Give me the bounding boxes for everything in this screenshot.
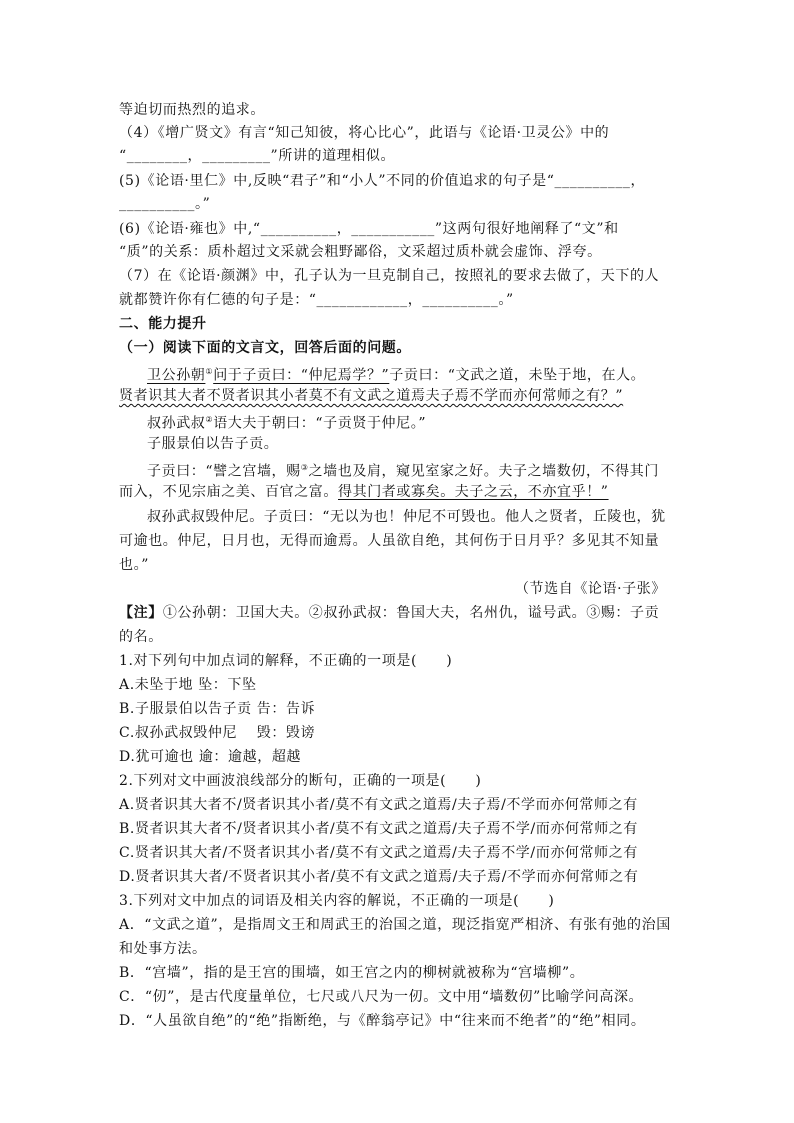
footnote-marker: ②	[205, 415, 214, 424]
text-line: 等迫切而热烈的追求。	[119, 102, 265, 118]
passage-paragraph-5-cont: 可逾也。仲尼，日月也，无得而逾焉。人虽欲自绝，其何伤于日月乎？多见其不知量	[119, 533, 660, 549]
question-2-stem: 2.下列对文中画波浪线部分的断句，正确的一项是( )	[119, 773, 482, 789]
passage-text: 子贡曰：“文武之道，未坠于地，在人。	[389, 367, 646, 384]
wavy-underlined-text: 贤者识其大者不贤者识其小者莫不有文武之道焉夫子焉不学而亦何常师之有？”	[119, 388, 624, 404]
question-1-option-c: C.叔孙武叔毁仲尼 毁：毁谤	[119, 725, 316, 741]
passage-paragraph-3: 子服景伯以告子贡。	[147, 436, 279, 452]
source-citation: （节选自《论语·子张》	[514, 581, 666, 597]
passage-paragraph-2	[147, 409, 707, 435]
passage-paragraph-5-end: 也。”	[119, 557, 149, 573]
question-3-option-b: B．“宫墙”，指的是王宫的围墙，如王宫之内的柳树就被称为“宫墙柳”。	[119, 965, 585, 981]
question-3-option-d: D．“人虽欲自绝”的“绝”指断绝，与《醉翁亭记》中“往来而不绝者”的“绝”相同。	[119, 1013, 646, 1029]
question-7-line-2: 就都赞许你有仁德的句子是：“____________，__________。”	[119, 292, 514, 308]
underlined-text: 得其门者或寡矣。夫子之云，不亦宜乎！”	[338, 484, 609, 500]
question-6-line-2: “质”的关系：质朴超过文采就会粗野鄙俗，文采超过质朴就会虚饰、浮夸。	[119, 244, 602, 260]
question-1-option-a: A.未坠于地 坠：下坠	[119, 677, 257, 693]
question-1-stem: 1.对下列句中加点词的解释，不正确的一项是( )	[119, 653, 453, 669]
question-4-blank-line: “________，_________”所讲的道理相似。	[119, 148, 396, 164]
footnote-marker: ③	[300, 463, 309, 472]
question-3-option-c: C．“仞”，是古代度量单位，七尺或八尺为一仞。文中用“墙数仞”比喻学问高深。	[119, 989, 644, 1005]
passage-text: 叔孙武叔	[147, 415, 206, 432]
notes-line-1	[119, 602, 679, 624]
passage-paragraph-5: 叔孙武叔毁仲尼。子贡曰：“无以为也！仲尼不可毁也。他人之贤者，丘陵也，犹	[147, 509, 666, 525]
passage-paragraph-4-cont	[119, 481, 679, 503]
question-6-line-1: (6)《论语·雍也》中,“__________，___________”这两句很好地阐释了“文”和	[119, 221, 619, 237]
question-2-option-d: D.贤者识其大者/不贤者识其小者/莫不有文武之道焉/夫子焉/不学而亦何常师之有	[119, 869, 639, 885]
note-text: ①公孙朝：卫国大夫。②叔孙武叔：鲁国大夫，名州仇，谥号武。③赐：子贡	[162, 605, 660, 621]
footnote-marker: ①	[205, 367, 214, 376]
question-5-blank-line: __________。”	[119, 196, 211, 212]
question-1-option-d: D.犹可逾也 逾：逾越，超越	[119, 749, 302, 765]
question-2-option-c: C.贤者识其大者/不贤者识其小者/莫不有文武之道焉/夫子焉不学/而亦何常师之有	[119, 845, 638, 861]
question-3-option-a: A．“文武之道”，是指周文王和周武王的治国之道，现泛指宽严相济、有张有弛的治国	[119, 917, 671, 933]
question-7-line-1: （7）在《论语·颜渊》中，孔子认为一旦克制自己，按照礼的要求去做了，天下的人	[119, 268, 660, 284]
question-5-line-1: (5)《论语·里仁》中,反映“君子”和“小人”不同的价值追求的句子是“__________，	[119, 173, 646, 189]
passage-text: 而入，不见宗庙之美、百官之富。	[119, 484, 338, 500]
underlined-text: 卫公孙朝	[147, 367, 206, 384]
section-heading: 二、能力提升	[119, 316, 207, 332]
notes-line-2: 的名。	[119, 629, 163, 645]
passage-wavy-line	[119, 385, 679, 407]
note-label: 【注】	[119, 605, 163, 621]
question-2-option-a: A.贤者识其大者不/贤者识其小者/莫不有文武之道焉/夫子焉/不学而亦何常师之有	[119, 797, 638, 813]
question-3-stem: 3.下列对文中加点的词语及相关内容的解说，不正确的一项是( )	[119, 893, 555, 909]
passage-paragraph-4	[147, 457, 707, 483]
question-1-option-b: B.子服景伯以告子贡 告：告诉	[119, 701, 316, 717]
passage-text: 语大夫于朝曰：“子贡贤于仲尼。”	[213, 415, 427, 432]
question-3-option-a-cont: 和处事方法。	[119, 941, 207, 957]
passage-paragraph-1	[147, 361, 707, 387]
passage-text: 子贡曰：“譬之宫墙，赐	[147, 463, 301, 480]
question-2-option-b: B.贤者识其大者不/贤者识其小者/莫不有文武之道焉/夫子焉不学/而亦何常师之有	[119, 821, 639, 837]
question-4-line-1: （4）《增广贤文》有言“知己知彼，将心比心”，此语与《论语·卫灵公》中的	[119, 125, 610, 141]
subsection-heading: （一）阅读下面的文言文，回答后面的问题。	[119, 340, 411, 356]
underlined-text: 问于子贡曰：“仲尼焉学？”	[213, 367, 390, 384]
passage-text: 之墙也及肩，窥见室家之好。夫子之墙数仞，不得其门	[308, 463, 659, 480]
